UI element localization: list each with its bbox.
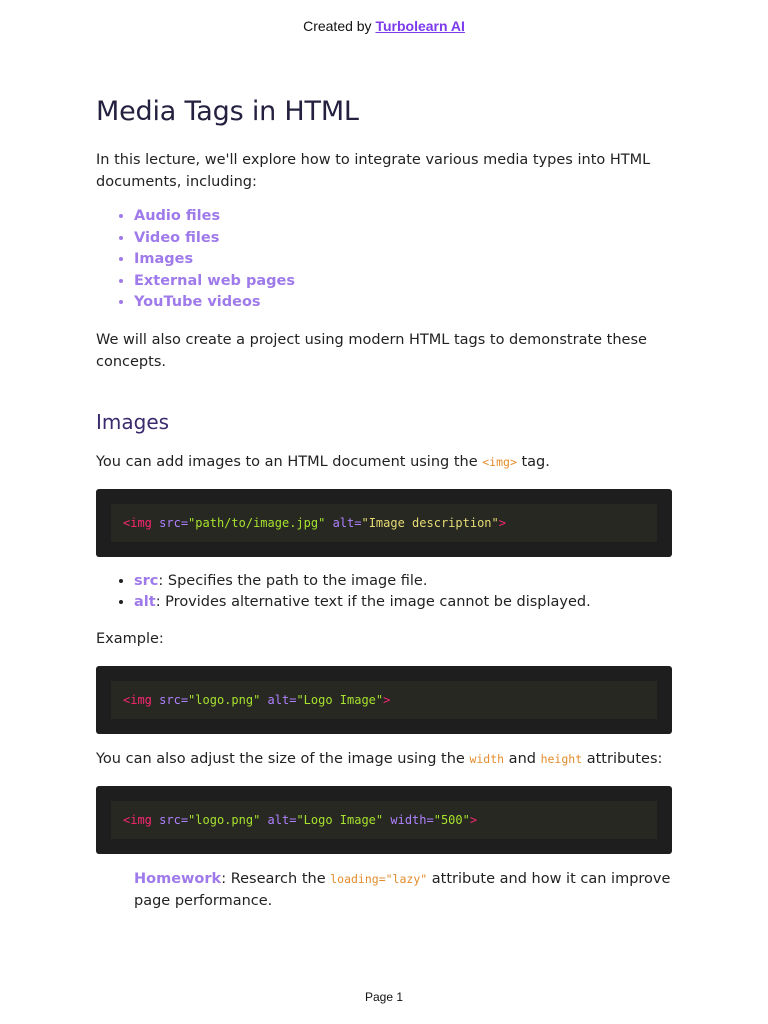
list-item: • Images	[134, 249, 672, 271]
example-label: Example:	[96, 630, 164, 647]
list-item: • Video files	[134, 228, 672, 250]
page-header	[0, 18, 768, 34]
inline-code-loading-lazy: loading="lazy"	[330, 871, 428, 886]
topic-list	[96, 206, 672, 314]
code-line	[111, 681, 657, 719]
inline-code-img: <img>	[482, 454, 517, 469]
section-heading-images: Images	[96, 409, 170, 434]
project-paragraph: We will also create a project using modern HTML tags to demonstrate these concepts.	[96, 331, 647, 370]
images-lead-after: tag.	[516, 453, 550, 470]
code-attr-width: width=	[390, 812, 434, 827]
intro-paragraph: In this lecture, we'll explore how to integrate various media types into HTML documents, including:	[96, 152, 651, 190]
code-value-src: "logo.png"	[188, 692, 261, 707]
code-value-src: "logo.png"	[188, 812, 261, 827]
homework-after: attribute and how it can improve page performance.	[134, 870, 671, 909]
size-after: attributes:	[582, 750, 663, 767]
list-item: • External web pages	[134, 271, 672, 293]
images-lead-paragraph	[96, 451, 672, 473]
code-tag-open: <img	[123, 812, 152, 827]
attribute-list	[96, 571, 672, 614]
list-item	[134, 592, 672, 614]
attribute-desc-src: : Specifies the path to the image file.	[158, 572, 428, 589]
code-attr-src: src=	[159, 515, 189, 530]
code-block-img-width	[96, 786, 672, 854]
homework-label: Homework	[134, 870, 222, 887]
size-before: You can also adjust the size of the image using the	[96, 750, 470, 767]
code-tag-open: <img	[123, 515, 152, 530]
code-tag-close: >	[469, 812, 478, 827]
size-mid: and	[504, 750, 541, 767]
attribute-name-alt: alt	[134, 594, 156, 610]
code-value-src: "path/to/image.jpg"	[188, 515, 326, 530]
document-body	[96, 96, 672, 912]
list-item: • YouTube videos	[134, 292, 672, 314]
size-paragraph	[96, 748, 672, 770]
page-title: Media Tags in HTML	[96, 96, 359, 127]
code-block-img-example	[96, 666, 672, 734]
inline-code-width: width	[469, 751, 505, 766]
code-tag-close: >	[498, 515, 506, 530]
code-attr-src: src=	[159, 812, 189, 827]
code-attr-alt: alt=	[267, 692, 297, 707]
homework-note	[134, 868, 672, 912]
images-lead-before: You can add images to an HTML document using the	[96, 453, 483, 470]
list-item	[134, 571, 672, 593]
header-prefix: Created by	[303, 18, 376, 34]
code-block-img-basic	[96, 489, 672, 557]
inline-code-height: height	[540, 751, 583, 766]
homework-before: : Research the	[221, 870, 331, 887]
brand-link[interactable]: Turbolearn AI	[375, 18, 465, 34]
attribute-desc-alt: : Provides alternative text if the image cannot be displayed.	[155, 594, 591, 610]
code-value-width: "500"	[433, 812, 470, 827]
code-value-alt: "Image description"	[361, 515, 499, 530]
list-item: • Audio files	[134, 206, 672, 228]
code-value-alt: "Logo Image"	[296, 692, 384, 707]
code-value-alt: "Logo Image"	[296, 812, 384, 827]
page-number: Page 1	[364, 990, 404, 1004]
code-line	[111, 504, 657, 542]
code-attr-alt: alt=	[267, 812, 297, 827]
code-tag-close: >	[383, 692, 391, 707]
attribute-name-src: src	[134, 572, 159, 589]
code-line	[111, 801, 657, 839]
code-attr-alt: alt=	[332, 515, 362, 530]
code-attr-src: src=	[159, 692, 189, 707]
code-tag-open: <img	[123, 692, 152, 707]
